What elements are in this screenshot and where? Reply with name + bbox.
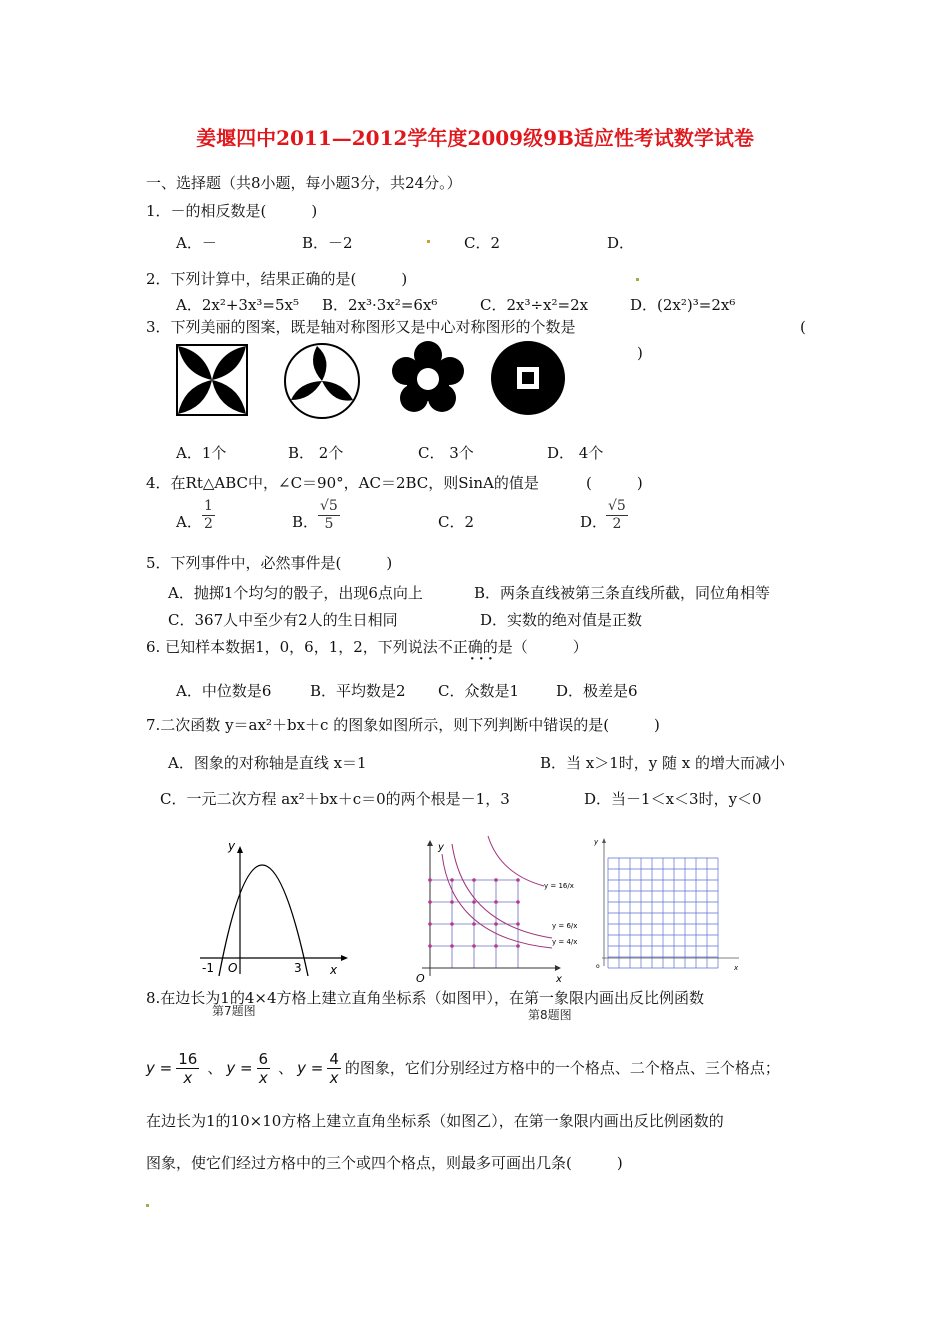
label-y-6-over-x: y = 6/x	[552, 922, 578, 930]
stray-dot	[427, 240, 430, 243]
fraction-numerator: √5	[608, 498, 626, 514]
pattern-square-petals-icon	[176, 344, 248, 416]
figure-8-caption: 第8题图	[528, 1008, 572, 1022]
q4-option-c: C．2	[438, 513, 475, 531]
q2-stem: 2．下列计算中，结果正确的是( )	[146, 270, 408, 288]
pattern-flower-icon	[389, 340, 467, 418]
fraction-denominator: x	[183, 1068, 193, 1087]
q6-stem: 6. 已知样本数据1，0，6，1，2，下列说法不正确的是（ ）	[146, 638, 588, 656]
fraction-numerator: 4	[329, 1049, 339, 1068]
y-axis-label: y	[594, 838, 599, 846]
q6-option-b: B．平均数是2	[310, 682, 406, 700]
q3-option-c: C． 3个	[418, 444, 474, 462]
q3-stem: 3．下列美丽的图案，既是轴对称图形又是中心对称图形的个数是	[146, 318, 576, 336]
q3-option-a: A．1个	[176, 444, 227, 462]
figure-7-caption: 第7题图	[212, 1004, 256, 1018]
origin-label: o	[596, 963, 600, 970]
fraction-denominator: 2	[204, 515, 213, 532]
label-y-4-over-x: y = 4/x	[552, 938, 578, 946]
label-y-16-over-x: y = 16/x	[544, 882, 574, 890]
function-lhs: y =	[297, 1059, 324, 1077]
x-axis-arrow-icon	[555, 965, 561, 971]
x-axis-label: x	[734, 964, 739, 972]
fraction-4-over-x	[327, 1050, 341, 1087]
pattern-three-blade-icon	[283, 342, 361, 420]
q8-function-list	[146, 1046, 780, 1090]
q8-line1: 8.在边长为1的4×4方格上建立直角坐标系（如图甲），在第一象限内画出反比例函数	[146, 989, 705, 1007]
q8-line3: 在边长为1的10×10方格上建立直角坐标系（如图乙），在第一象限内画出反比例函数的	[146, 1112, 724, 1130]
stray-dot	[636, 278, 639, 281]
parabola-curve	[219, 865, 308, 976]
q5-option-b: B．两条直线被第三条直线所截，同位角相等	[474, 584, 771, 602]
origin-label: O	[228, 961, 238, 975]
q1-option-b: B．－2	[302, 234, 353, 252]
q7-option-c: C．一元二次方程 ax²＋bx＋c＝0的两个根是－1，3	[160, 790, 510, 808]
origin-label: O	[416, 972, 425, 984]
section-heading: 一、选择题（共8小题，每小题3分，共24分。）	[146, 174, 462, 192]
y-axis-arrow-icon	[602, 838, 606, 843]
q4-stem: 4．在Rt△ABC中，∠C＝90°，AC＝2BC，则SinA的值是	[146, 474, 539, 492]
q2-option-c: C．2x³÷x²=2x	[480, 296, 589, 314]
q5-option-d: D．实数的绝对值是正数	[480, 611, 643, 629]
y-axis-label: y	[228, 839, 236, 853]
figure-8-grid-10x10	[584, 834, 744, 974]
q7-option-a: A．图象的对称轴是直线 x＝1	[168, 754, 367, 772]
y-axis-arrow-icon	[427, 840, 433, 846]
q1-option-a: A．－	[176, 234, 217, 252]
q5-option-a: A．抛掷1个均匀的骰子，出现6点向上	[168, 584, 423, 602]
q7-stem: 7.二次函数 y＝ax²＋bx＋c 的图象如图所示，则下列判断中错误的是( )	[146, 716, 660, 734]
q4-option-b-label: B．	[292, 513, 319, 531]
q2-option-a: A．2x²+3x³=5x⁵	[176, 296, 300, 314]
q4-option-a-fraction	[202, 498, 215, 533]
q4-option-d-label: D．	[580, 513, 608, 531]
q3-paren-close: )	[637, 344, 643, 362]
q8-line2-tail: 的图象，它们分别经过方格中的一个格点、二个格点、三个格点；	[344, 1059, 780, 1077]
q2-option-b: B．2x³·3x²=6x⁶	[322, 296, 438, 314]
fraction-denominator: x	[258, 1068, 268, 1087]
q3-option-d: D． 4个	[547, 444, 604, 462]
q5-stem: 5．下列事件中，必然事件是( )	[146, 554, 393, 572]
fraction-numerator: 16	[178, 1049, 198, 1068]
separator: 、	[207, 1059, 223, 1077]
grid-lines	[608, 858, 718, 968]
q7-option-b: B．当 x＞1时，y 随 x 的增大而减小	[540, 754, 786, 772]
q4-option-a-label: A．	[176, 513, 202, 531]
x-axis-label: x	[330, 963, 338, 977]
y-axis-label: y	[438, 842, 444, 853]
q4-option-d-fraction	[606, 498, 628, 533]
fraction-denominator: 2	[612, 515, 622, 532]
q5-option-c: C．367人中至少有2人的生日相同	[168, 611, 398, 629]
q8-line4: 图象，使它们经过方格中的三个或四个格点，则最多可画出几条( )	[146, 1154, 623, 1172]
q6-option-d: D．极差是6	[556, 682, 638, 700]
q1-option-d: D．	[607, 234, 635, 252]
q7-option-d: D．当－1＜x＜3时，y＜0	[584, 790, 762, 808]
q3-paren-open: (	[800, 318, 806, 336]
fraction-numerator: √5	[320, 498, 338, 514]
figure-8-grid-4x4	[404, 834, 580, 984]
fraction-numerator: 1	[204, 498, 213, 514]
fraction-denominator: 5	[324, 515, 334, 532]
page-title: 姜堰四中2011—2012学年度2009级9B适应性考试数学试卷	[196, 126, 754, 150]
fraction-denominator: x	[329, 1068, 339, 1087]
q1-option-c: C．2	[464, 234, 501, 252]
q2-option-d: D．(2x²)³=2x⁶	[630, 296, 736, 314]
fraction-numerator: 6	[258, 1049, 269, 1068]
function-lhs: y =	[226, 1059, 253, 1077]
pattern-coin-icon	[490, 340, 566, 416]
x-axis-arrow-icon	[341, 955, 348, 961]
root-label-neg1: -1	[202, 961, 214, 975]
x-axis-label: x	[556, 974, 562, 984]
q6-option-c: C．众数是1	[438, 682, 520, 700]
y-axis-arrow-icon	[237, 846, 243, 853]
q1-stem: 1．－的相反数是( )	[146, 202, 318, 220]
fraction-6-over-x	[257, 1050, 271, 1087]
q6-emphasis-dots: · · ·	[470, 652, 493, 667]
figure-7-parabola	[196, 838, 356, 980]
hyperbola-curves	[442, 836, 552, 948]
function-lhs: y =	[146, 1059, 173, 1077]
stray-dot	[146, 1204, 149, 1207]
q4-answer-paren: ( )	[586, 474, 643, 492]
q3-option-b: B． 2个	[288, 444, 344, 462]
fraction-16-over-x	[176, 1050, 199, 1087]
q6-option-a: A．中位数是6	[176, 682, 272, 700]
root-label-3: 3	[294, 961, 302, 975]
q4-option-b-fraction	[318, 498, 340, 533]
separator: 、	[278, 1059, 294, 1077]
